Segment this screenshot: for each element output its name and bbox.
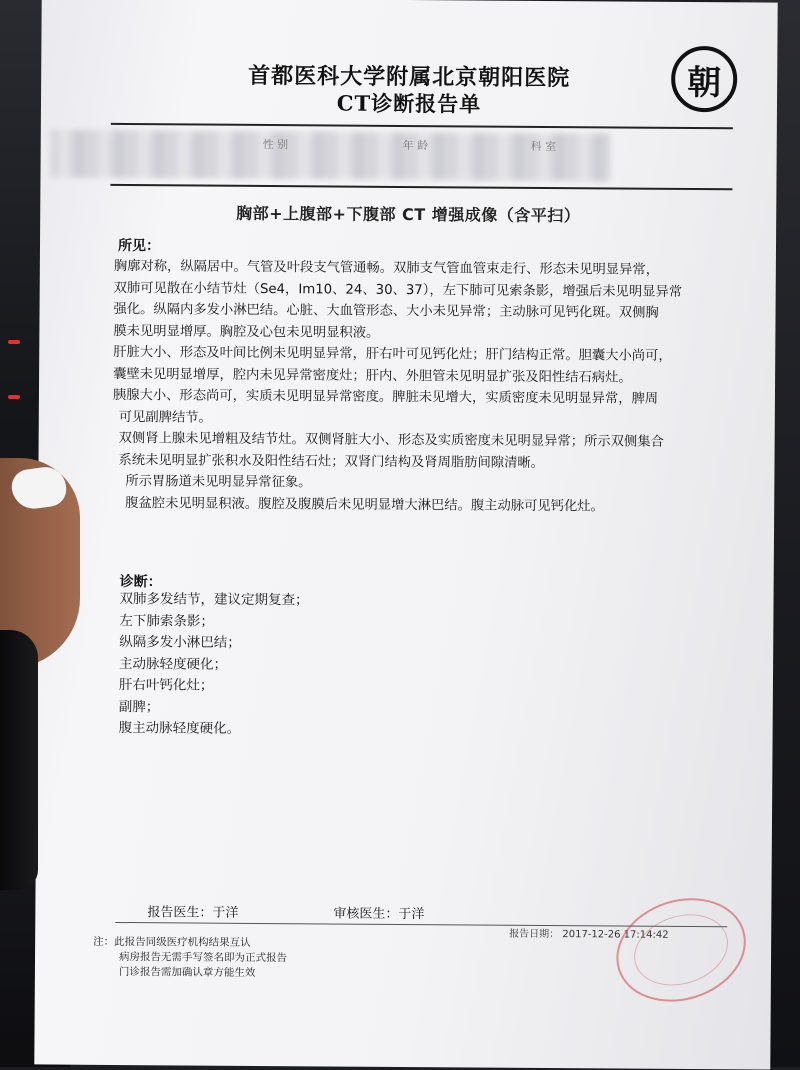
- diagnosis-line: 副脾；: [118, 698, 160, 715]
- stamp-inner-ring: [625, 903, 737, 997]
- field-label-gender: 性 别: [262, 137, 289, 152]
- dashboard-light: [8, 340, 20, 344]
- diagnosis-text: [119, 589, 520, 742]
- note-line: 病房报告无需手写签名即为正式报告: [118, 951, 288, 965]
- findings-text: [112, 256, 734, 518]
- report-paper: [34, 0, 777, 1070]
- report-type: CT诊断报告单: [336, 90, 482, 117]
- hospital-logo: 朝: [671, 46, 737, 112]
- findings-line: 双侧肾上腺未见增粗及结节灶。双侧肾脏大小、形态及实质密度未见明显异常；所示双侧集合: [118, 430, 664, 450]
- findings-line: 系统未见明显扩张积水及阳性结石灶；双肾门结构及肾周脂肪间隙清晰。: [118, 452, 545, 471]
- exam-title: 胸部+上腹部+下腹部 CT 增强成像（含平扫）: [236, 203, 581, 226]
- diagnosis-line: 肝右叶钙化灶；: [118, 676, 214, 694]
- findings-line: 肝脏大小、形态及叶间比例未见明显异常，肝右叶可见钙化灶；肝门结构正常。胆囊大小尚可，: [113, 344, 672, 364]
- field-label-dept: 科 室: [530, 139, 557, 154]
- diagnosis-line: 主动脉轻度硬化；: [119, 655, 228, 673]
- diagnosis-label: 诊断：: [119, 574, 162, 591]
- report-doctor: 报告医生：于洋: [147, 905, 239, 921]
- findings-label: 所见：: [117, 237, 161, 255]
- header-divider: [111, 123, 733, 129]
- patient-info-divider: [110, 184, 732, 190]
- findings-line: 强化。纵隔内多发小淋巴结。心脏、大血管形态、大小未见异常；主动脉可见钙化斑。双侧胸: [113, 301, 659, 321]
- hospital-name: 首都医科大学附属北京朝阳医院: [248, 62, 571, 92]
- report-notes: [93, 935, 287, 981]
- dark-sleeve: [0, 630, 38, 890]
- note-line: 注：此报告同级医疗机构结果互认: [93, 935, 251, 949]
- findings-line: 膜未见明显增厚。胸腔及心包未见明显积液。: [113, 323, 380, 341]
- dashboard-light: [8, 395, 20, 399]
- red-confirmation-stamp: [603, 882, 759, 1017]
- review-doctor: 审核医生：于洋: [333, 906, 425, 923]
- findings-line: 腹盆腔未见明显积液。腹腔及腹膜后未见明显增大淋巴结。腹主动脉可见钙化灶。: [125, 495, 604, 514]
- diagnosis-line: 纵隔多发小淋巴结；: [119, 634, 241, 651]
- findings-line: 囊壁未见明显增厚，腔内未见异常密度灶；肝内、外胆管未见明显扩张及阳性结石病灶。: [113, 366, 632, 386]
- findings-line: 胸廓对称，纵隔居中。气管及叶段支气管通畅。双肺支气管血管束走行、形态未见明显异常，: [113, 258, 660, 278]
- redacted-patient-info: [50, 130, 610, 182]
- diagnosis-line: 腹主动脉轻度硬化。: [118, 719, 241, 737]
- field-label-age: 年 龄: [402, 138, 429, 153]
- findings-line: 双肺可见散在小结节灶（Se4，Im10、24、30、37），左下肺可见索条影，增强后未见明显异常: [113, 280, 683, 300]
- findings-line: 可见副脾结节。: [118, 409, 212, 426]
- diagnosis-line: 左下肺索条影；: [119, 612, 214, 630]
- findings-line: 所示胃肠道未见明显异常征象。: [125, 474, 312, 491]
- diagnosis-line: 双肺多发结节，建议定期复查；: [119, 591, 309, 609]
- note-line: 门诊报告需加确认章方能生效: [118, 966, 256, 979]
- report-date: 报告日期： 2017-12-26 17:14:42: [509, 928, 669, 941]
- findings-line: 胰腺大小、形态尚可，实质未见明显异常密度。脾脏未见增大，实质密度未见明显异常，脾周: [112, 387, 659, 407]
